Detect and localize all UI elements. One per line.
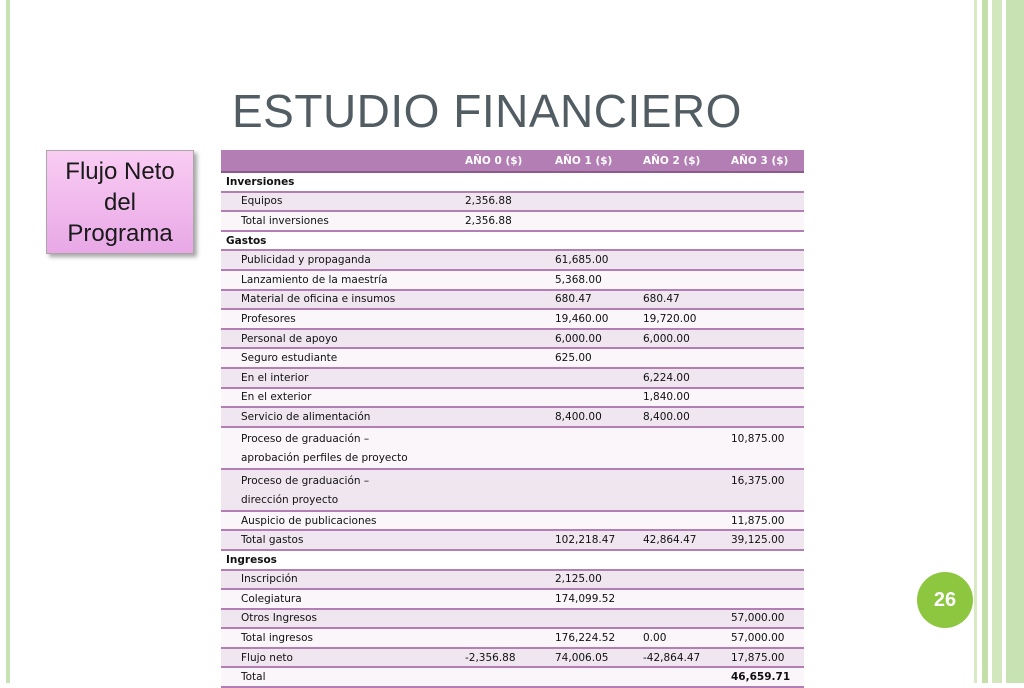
side-label-box bbox=[46, 150, 194, 254]
cell-year0: 2,356.88 bbox=[453, 211, 543, 231]
cell-year3: 10,875.00 bbox=[719, 427, 804, 469]
section-label: Ingresos bbox=[221, 550, 804, 570]
row-label: Personal de apoyo bbox=[221, 329, 453, 349]
cell-year0 bbox=[453, 290, 543, 310]
table-row bbox=[221, 250, 804, 270]
cell-year2 bbox=[631, 609, 719, 629]
cell-year1 bbox=[543, 609, 631, 629]
row-label: Proceso de graduación – dirección proyecto bbox=[221, 469, 453, 511]
cell-year3 bbox=[719, 570, 804, 590]
header-cell: AÑO 2 ($) bbox=[631, 150, 719, 172]
cell-year2: 6,224.00 bbox=[631, 368, 719, 388]
cell-year2 bbox=[631, 469, 719, 511]
row-label: Material de oficina e insumos bbox=[221, 290, 453, 310]
row-label: Inscripción bbox=[221, 570, 453, 590]
cell-year1: 680.47 bbox=[543, 290, 631, 310]
table-row bbox=[221, 192, 804, 212]
cell-year2: -42,864.47 bbox=[631, 648, 719, 668]
table-row bbox=[221, 609, 804, 629]
table-header-row bbox=[221, 150, 804, 172]
row-label: Auspicio de publicaciones bbox=[221, 511, 453, 531]
table-row bbox=[221, 648, 804, 668]
cell-year0 bbox=[453, 530, 543, 550]
cell-year3: 57,000.00 bbox=[719, 609, 804, 629]
left-border-stripe bbox=[6, 0, 10, 683]
cell-year2: 1,840.00 bbox=[631, 388, 719, 408]
cell-year2 bbox=[631, 192, 719, 212]
cell-year3 bbox=[719, 290, 804, 310]
cell-year2 bbox=[631, 667, 719, 687]
table-row bbox=[221, 530, 804, 550]
cell-year0 bbox=[453, 270, 543, 290]
cell-year1: 176,224.52 bbox=[543, 628, 631, 648]
header-cell: AÑO 0 ($) bbox=[453, 150, 543, 172]
cell-year1: 74,006.05 bbox=[543, 648, 631, 668]
cell-year1: 2,125.00 bbox=[543, 570, 631, 590]
row-label: Servicio de alimentación bbox=[221, 407, 453, 427]
cell-year2 bbox=[631, 250, 719, 270]
cell-year3 bbox=[719, 348, 804, 368]
cell-year2 bbox=[631, 211, 719, 231]
cell-year1: 19,460.00 bbox=[543, 309, 631, 329]
cell-year3 bbox=[719, 388, 804, 408]
cell-year2 bbox=[631, 570, 719, 590]
cell-year1 bbox=[543, 211, 631, 231]
cell-year3: 39,125.00 bbox=[719, 530, 804, 550]
header-cell: AÑO 3 ($) bbox=[719, 150, 804, 172]
cell-year0: -2,356.88 bbox=[453, 648, 543, 668]
row-label: Total ingresos bbox=[221, 628, 453, 648]
row-label: Publicidad y propaganda bbox=[221, 250, 453, 270]
side-label-text: Flujo Neto del Programa bbox=[65, 157, 175, 247]
table-row bbox=[221, 348, 804, 368]
table-row bbox=[221, 309, 804, 329]
table-row bbox=[221, 407, 804, 427]
cell-year2: 19,720.00 bbox=[631, 309, 719, 329]
section-row-inversiones bbox=[221, 172, 804, 192]
table-row bbox=[221, 211, 804, 231]
cell-year3: 11,875.00 bbox=[719, 511, 804, 531]
cell-year0 bbox=[453, 368, 543, 388]
page-number-badge: 26 bbox=[917, 572, 973, 628]
cell-year1: 625.00 bbox=[543, 348, 631, 368]
cell-year3 bbox=[719, 192, 804, 212]
row-label: En el interior bbox=[221, 368, 453, 388]
row-label: Colegiatura bbox=[221, 589, 453, 609]
cell-year3: 57,000.00 bbox=[719, 628, 804, 648]
slide-title: ESTUDIO FINANCIERO bbox=[232, 85, 742, 137]
cell-year3 bbox=[719, 250, 804, 270]
table-row bbox=[221, 427, 804, 469]
section-label: Gastos bbox=[221, 231, 804, 251]
table-row bbox=[221, 469, 804, 511]
cell-year2: 8,400.00 bbox=[631, 407, 719, 427]
cell-year0 bbox=[453, 511, 543, 531]
cell-year3 bbox=[719, 407, 804, 427]
section-row-gastos bbox=[221, 231, 804, 251]
cell-year3: 17,875.00 bbox=[719, 648, 804, 668]
row-label: Equipos bbox=[221, 192, 453, 212]
row-label: Proceso de graduación – aprobación perfiles de proyecto bbox=[221, 427, 453, 469]
cell-year2: 6,000.00 bbox=[631, 329, 719, 349]
cell-year1: 102,218.47 bbox=[543, 530, 631, 550]
cell-year3: 46,659.71 bbox=[719, 667, 804, 687]
row-label: Lanzamiento de la maestría bbox=[221, 270, 453, 290]
section-row-ingresos bbox=[221, 550, 804, 570]
row-label: Otros Ingresos bbox=[221, 609, 453, 629]
cell-year1: 174,099.52 bbox=[543, 589, 631, 609]
row-label: Total inversiones bbox=[221, 211, 453, 231]
table-row bbox=[221, 511, 804, 531]
cell-year2: 680.47 bbox=[631, 290, 719, 310]
financial-table bbox=[221, 150, 804, 688]
table-row bbox=[221, 589, 804, 609]
table-row bbox=[221, 628, 804, 648]
cell-year1 bbox=[543, 388, 631, 408]
row-label: En el exterior bbox=[221, 388, 453, 408]
cell-year3 bbox=[719, 211, 804, 231]
cell-year3 bbox=[719, 589, 804, 609]
cell-year0: 2,356.88 bbox=[453, 192, 543, 212]
table-row bbox=[221, 368, 804, 388]
cell-year2: 0.00 bbox=[631, 628, 719, 648]
cell-year0 bbox=[453, 589, 543, 609]
cell-year3 bbox=[719, 368, 804, 388]
cell-year0 bbox=[453, 309, 543, 329]
cell-year1 bbox=[543, 427, 631, 469]
cell-year3: 16,375.00 bbox=[719, 469, 804, 511]
row-label: Profesores bbox=[221, 309, 453, 329]
cell-year2: 42,864.47 bbox=[631, 530, 719, 550]
table-row bbox=[221, 388, 804, 408]
cell-year0 bbox=[453, 469, 543, 511]
cell-year0 bbox=[453, 348, 543, 368]
cell-year1 bbox=[543, 368, 631, 388]
cell-year0 bbox=[453, 667, 543, 687]
cell-year1: 61,685.00 bbox=[543, 250, 631, 270]
cell-year2 bbox=[631, 589, 719, 609]
cell-year1 bbox=[543, 511, 631, 531]
right-border-stripes bbox=[974, 0, 1024, 683]
table-row bbox=[221, 270, 804, 290]
cell-year0 bbox=[453, 250, 543, 270]
header-cell bbox=[221, 150, 453, 172]
cell-year0 bbox=[453, 388, 543, 408]
cell-year0 bbox=[453, 427, 543, 469]
row-label: Total gastos bbox=[221, 530, 453, 550]
cell-year3 bbox=[719, 270, 804, 290]
table-row-total bbox=[221, 667, 804, 687]
cell-year0 bbox=[453, 329, 543, 349]
cell-year3 bbox=[719, 329, 804, 349]
cell-year1: 6,000.00 bbox=[543, 329, 631, 349]
cell-year2 bbox=[631, 427, 719, 469]
cell-year1 bbox=[543, 469, 631, 511]
cell-year0 bbox=[453, 609, 543, 629]
cell-year0 bbox=[453, 570, 543, 590]
cell-year1 bbox=[543, 667, 631, 687]
cell-year0 bbox=[453, 407, 543, 427]
cell-year1 bbox=[543, 192, 631, 212]
header-cell: AÑO 1 ($) bbox=[543, 150, 631, 172]
table-row bbox=[221, 329, 804, 349]
row-label: Flujo neto bbox=[221, 648, 453, 668]
row-label: Seguro estudiante bbox=[221, 348, 453, 368]
cell-year2 bbox=[631, 270, 719, 290]
cell-year3 bbox=[719, 309, 804, 329]
cell-year1: 5,368.00 bbox=[543, 270, 631, 290]
row-label: Total bbox=[221, 667, 453, 687]
table-row bbox=[221, 570, 804, 590]
cell-year2 bbox=[631, 348, 719, 368]
cell-year0 bbox=[453, 628, 543, 648]
cell-year2 bbox=[631, 511, 719, 531]
table-row bbox=[221, 290, 804, 310]
section-label: Inversiones bbox=[221, 172, 804, 192]
cell-year1: 8,400.00 bbox=[543, 407, 631, 427]
